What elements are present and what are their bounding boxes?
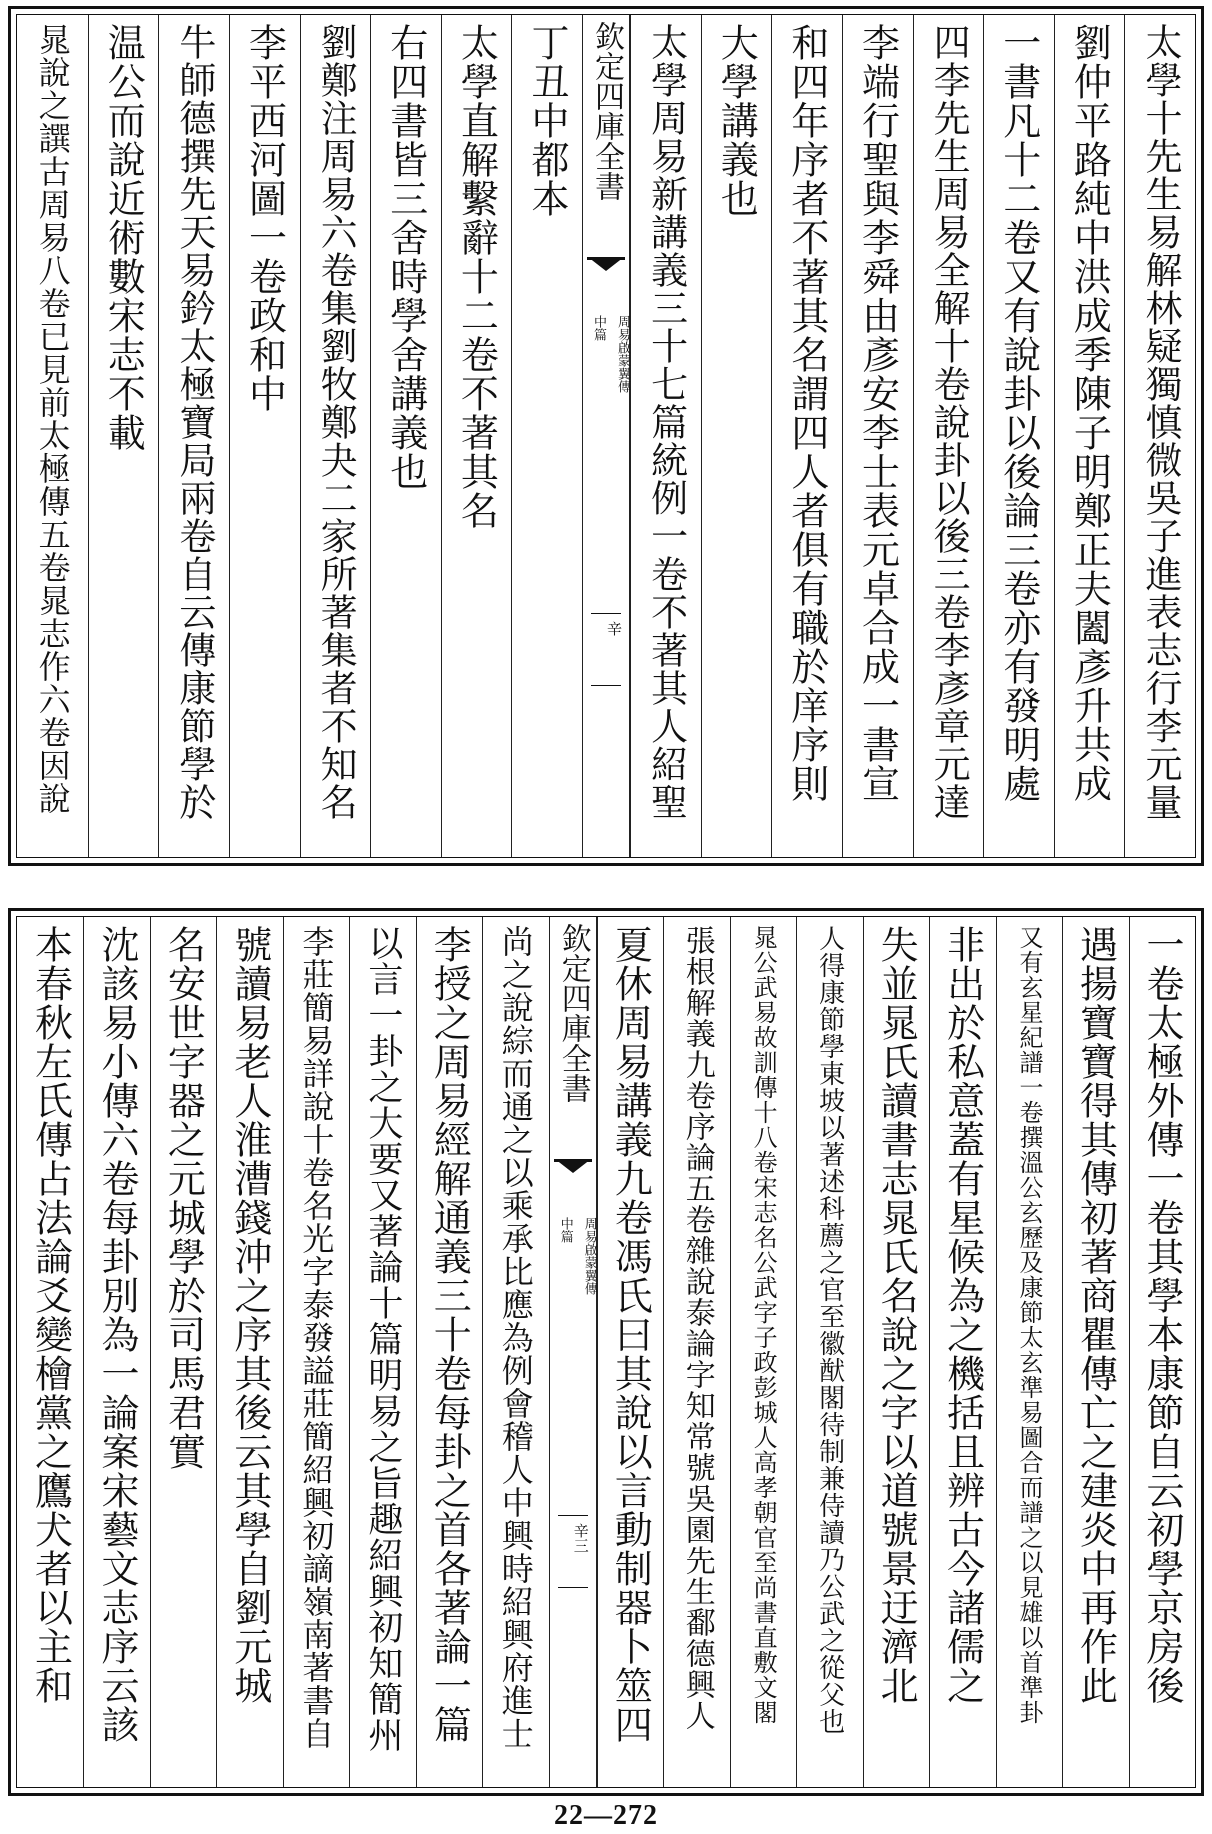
bottom-right-column bbox=[663, 917, 729, 1787]
center-section-name: 中篇 bbox=[557, 1217, 573, 1243]
column-text: 四李先生周易全解十卷說卦以後三卷李彥章元達 bbox=[927, 23, 971, 821]
bottom-right-column bbox=[863, 917, 929, 1787]
top-right-column bbox=[771, 15, 842, 857]
top-left-column bbox=[441, 15, 512, 857]
column-text: 太學直解繫辭十二卷不著其名 bbox=[454, 23, 499, 530]
column-text: 沈該易小傳六卷每卦別為一論案宋藝文志序云該 bbox=[94, 925, 139, 1744]
column-text: 右四書皆三舍時學舍講義也 bbox=[383, 23, 428, 491]
top-left-column bbox=[300, 15, 371, 857]
top-left-column bbox=[229, 15, 300, 857]
bottom-center-column bbox=[549, 917, 597, 1787]
top-columns bbox=[17, 15, 1195, 857]
top-left-column bbox=[511, 15, 582, 857]
top-right-column bbox=[630, 15, 701, 857]
top-right-column bbox=[1054, 15, 1125, 857]
top-left-column bbox=[17, 15, 88, 857]
bottom-right-column bbox=[996, 917, 1062, 1787]
bottom-left-column bbox=[17, 917, 83, 1787]
column-text: 一書凡十二卷又有說卦以後論三卷亦有發明處 bbox=[996, 23, 1041, 803]
folio-rule bbox=[591, 613, 621, 614]
fishtail-mark bbox=[587, 257, 625, 286]
bottom-right-column bbox=[1062, 917, 1128, 1787]
top-right-column bbox=[983, 15, 1054, 857]
bottom-left-column bbox=[349, 917, 415, 1787]
column-text: 李授之周易經解通義三十卷每卦之首各著論一篇 bbox=[427, 925, 472, 1744]
column-text: 劉仲平路純中洪成季陳子明鄭正夫闔彥升共成 bbox=[1067, 23, 1112, 803]
top-page-inner-border bbox=[16, 14, 1196, 858]
column-text: 李平西河圖一卷政和中 bbox=[242, 23, 287, 413]
book-title: 欽定四庫全書 bbox=[589, 21, 624, 201]
bottom-left-column bbox=[216, 917, 282, 1787]
column-text: 非出於私意蓋有星候為之機括且辨古今諸儒之 bbox=[940, 925, 985, 1705]
fishtail-mark bbox=[554, 1159, 592, 1188]
column-text: 劉鄭注周易六卷集劉牧鄭夬二家所著集者不知名 bbox=[314, 23, 358, 821]
folio-number: 辛三 bbox=[571, 1523, 590, 1553]
column-text: 温公而說近術數宋志不載 bbox=[101, 23, 146, 452]
column-text: 失並晁氏讀書志晁氏名說之字以道號景迂濟北 bbox=[874, 925, 919, 1705]
bottom-left-column bbox=[482, 917, 548, 1787]
center-book-name: 周易啟蒙翼傳 bbox=[615, 315, 630, 393]
column-text: 以言一卦之大要又著論十篇明易之旨趣紹興初知簡州 bbox=[362, 925, 403, 1753]
book-title: 欽定四庫全書 bbox=[555, 923, 591, 1103]
column-text: 晁公武易故訓傳十八卷宋志名公武字子政彭城人高孝朝官至尚書直敷文閣 bbox=[749, 925, 778, 1725]
column-text: 大學講義也 bbox=[714, 23, 759, 218]
column-text: 尚之說綜而通之以乘承比應為例會稽人中興時紹興府進士 bbox=[496, 925, 535, 1750]
column-text: 號讀易老人淮漕錢沖之序其後云其學自劉元城 bbox=[227, 925, 272, 1705]
bottom-right-column bbox=[929, 917, 995, 1787]
column-text: 又有玄星紀譜一卷撰溫公玄歷及康節太玄準易圖合而譜之以見雄以首準卦 bbox=[1015, 925, 1044, 1725]
top-center-column bbox=[582, 15, 630, 857]
column-text: 名安世字器之元城學於司馬君實 bbox=[161, 925, 206, 1471]
bottom-left-column bbox=[150, 917, 216, 1787]
bottom-right-column bbox=[730, 917, 796, 1787]
column-text: 丁丑中都本 bbox=[525, 23, 569, 218]
top-left-column bbox=[370, 15, 441, 857]
center-section-name: 中篇 bbox=[591, 315, 606, 341]
column-text: 牛師德撰先天易鈐太極寶局兩卷自云傳康節學於 bbox=[172, 23, 216, 821]
bottom-left-column bbox=[416, 917, 482, 1787]
column-text: 遇揚寶寶得其傳初著商瞿傳亡之建炎中再作此 bbox=[1073, 925, 1118, 1705]
column-text: 李莊簡易詳說十卷名光字泰發謚莊簡紹興初謫嶺南著書自 bbox=[297, 925, 336, 1750]
column-text: 夏休周易講義九卷馮氏曰其說以言動制器卜筮四 bbox=[608, 925, 653, 1744]
column-text: 和四年序者不著其名謂四人者俱有職於庠序則 bbox=[784, 23, 829, 803]
folio-number: 辛 bbox=[605, 621, 623, 636]
bottom-columns bbox=[17, 917, 1195, 1787]
bottom-left-column bbox=[283, 917, 349, 1787]
column-text: 太學十先生易解林疑獨慎微吳子進表志行李元量 bbox=[1139, 23, 1182, 821]
top-page-frame bbox=[8, 6, 1204, 866]
bottom-page-inner-border bbox=[16, 916, 1196, 1788]
top-right-column bbox=[701, 15, 772, 857]
bottom-right-column bbox=[796, 917, 862, 1787]
bottom-right-column bbox=[597, 917, 663, 1787]
top-left-column bbox=[88, 15, 159, 857]
center-book-name: 周易啟蒙翼傳 bbox=[581, 1217, 597, 1295]
folio-rule bbox=[591, 685, 621, 686]
page-number: 22—272 bbox=[554, 1800, 658, 1831]
column-text: 人得康節學東坡以著述科薦之官至徽猷閣待制兼侍讀乃公武之從父也 bbox=[814, 925, 845, 1735]
bottom-left-column bbox=[83, 917, 149, 1787]
column-text: 本春秋左氏傳占法論爻變檜黨之鷹犬者以主和 bbox=[28, 925, 73, 1705]
bottom-right-column bbox=[1129, 917, 1195, 1787]
bottom-page-frame bbox=[8, 908, 1204, 1796]
column-text: 張根解義九卷序論五卷雜說泰論字知常號吳園先生鄱德興人 bbox=[679, 925, 715, 1731]
top-right-column bbox=[913, 15, 984, 857]
column-text: 一卷太極外傳一卷其學本康節自云初學京房後 bbox=[1139, 925, 1184, 1705]
top-left-column bbox=[158, 15, 229, 857]
top-right-column bbox=[1124, 15, 1195, 857]
folio-rule bbox=[558, 1515, 588, 1516]
column-text: 李端行聖與李舜由彥安李士表元卓合成一書宣 bbox=[855, 23, 900, 803]
column-text: 太學周易新講義三十七篇統例一卷不著其人紹聖 bbox=[644, 23, 688, 821]
folio-rule bbox=[558, 1587, 588, 1588]
top-right-column bbox=[842, 15, 913, 857]
column-text: 晁說之譔古周易八卷已見前太極傳五卷晁志作六卷因說 bbox=[33, 23, 72, 815]
